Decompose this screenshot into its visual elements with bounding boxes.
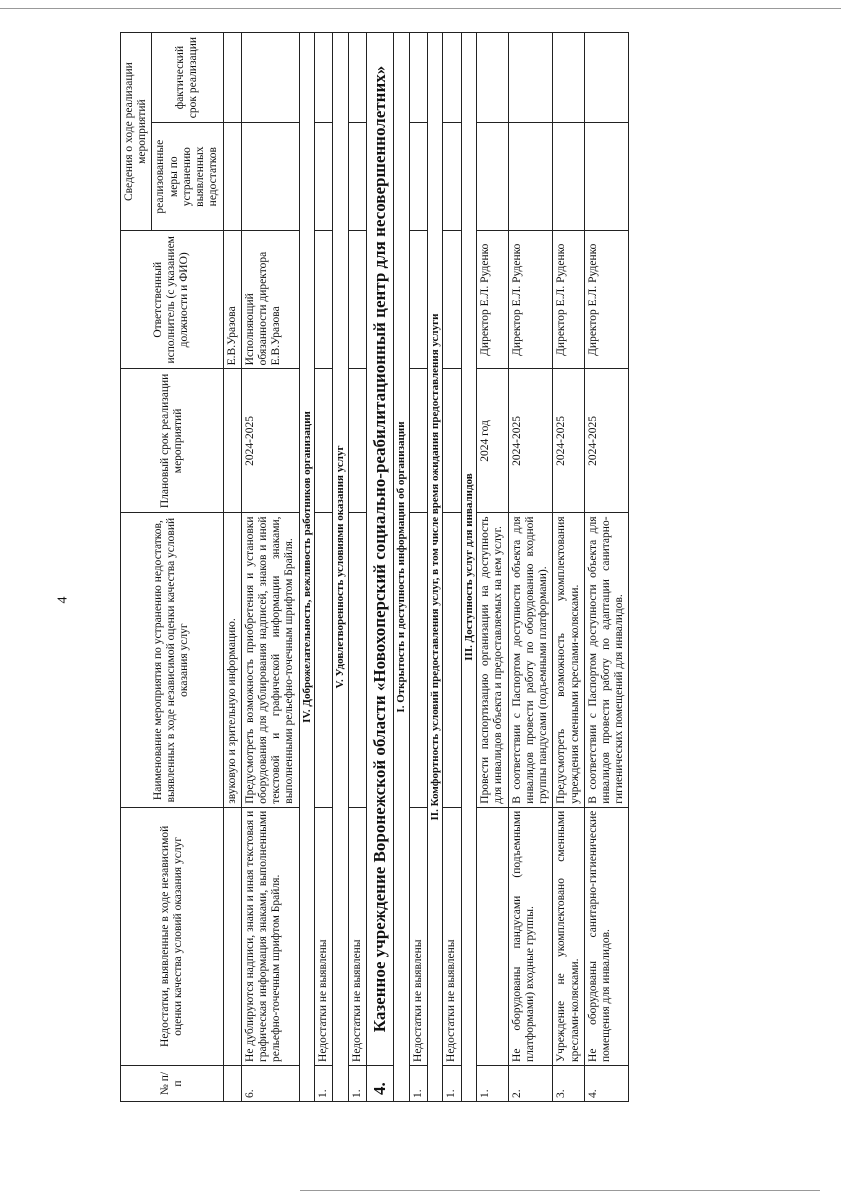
organization-title: Казенное учреждение Воронежской области «Новохоперский социально-реабилитационный центр для несовершеннолетних»: [367, 33, 394, 1066]
document-table-rotated: [120, 32, 810, 1102]
table-row: [241, 33, 299, 1102]
header-realized: реализованные меры по устранению выявленных недостатков: [152, 123, 223, 231]
table-row: [477, 33, 508, 1102]
deficiency-text: Не оборудованы пандусами (подъемными платформами) входные группы.: [508, 807, 553, 1065]
row-number: 1.: [315, 1065, 333, 1101]
planned-term: 2024-2025: [553, 369, 584, 513]
row-number: 1.: [349, 1065, 367, 1101]
section-title-iv: IV. Доброжелательность, вежливость работников организации: [299, 33, 315, 1102]
scan-artifact-bottom: [300, 1190, 820, 1191]
row-number: 6.: [241, 1065, 299, 1101]
section-title-i: I. Открытость и доступность информации об организации: [393, 33, 409, 1102]
header-term: Плановый срок реализации мероприятий: [121, 369, 224, 513]
row-number: 2.: [508, 1065, 553, 1101]
row-number: 1.: [443, 1065, 461, 1101]
responsible-person: Директор Е.Л. Руденко: [584, 231, 629, 369]
page-number: 4: [55, 596, 71, 604]
scan-artifact-top: [0, 8, 841, 9]
deficiency-text: Недостатки не выявлены: [349, 807, 367, 1065]
table-row: [508, 33, 553, 1102]
measure-text: В соответствии с Паспортом доступности объекта для инвалидов провести работу по оборудованию входной группы пандусами (подъемными платформами).: [508, 513, 553, 807]
table-row: [315, 33, 333, 1102]
measure-text: Провести паспортизацию организации на доступность для инвалидов объекта и предоставляемых на нем услуг.: [477, 513, 508, 807]
planned-term: 2024-2025: [584, 369, 629, 513]
table-row: [584, 33, 629, 1102]
deficiency-text: Не дублируются надписи, знаки и иная текстовая и графическая информация знаками, выполненными рельефно-точечным шрифтом Брайля.: [241, 807, 299, 1065]
section-heading: [299, 33, 315, 1102]
planned-term: 2024 год: [477, 369, 508, 513]
table-row: [223, 33, 241, 1102]
responsible-person: Директор Е.Л. Руденко: [477, 231, 508, 369]
planned-term: 2024-2025: [241, 369, 299, 513]
table-row: [443, 33, 461, 1102]
cont-responsible: Е.В.Уразова: [223, 231, 241, 369]
deficiency-text: Недостатки не выявлены: [409, 807, 427, 1065]
table-row: [553, 33, 584, 1102]
measure-text: Предусмотреть возможность приобретения и установки оборудования для дублирования надписей, знаков и иной текстовой и графической информации знаками, выполненными рельефно-точечным шрифтом Брайля.: [241, 513, 299, 807]
deficiency-text: Недостатки не выявлены: [443, 807, 461, 1065]
header-responsible: Ответственный исполнитель (с указанием должности и ФИО): [121, 231, 224, 369]
header-num: № п/п: [121, 1065, 224, 1101]
section-heading: [427, 33, 443, 1102]
row-number: 4.: [584, 1065, 629, 1101]
header-deficiencies: Недостатки, выявленные в ходе независимой оценки качества условий оказания услуг: [121, 807, 224, 1065]
row-number: 3.: [553, 1065, 584, 1101]
responsible-person: Исполняющий обязанности директора Е.В.Уразова: [241, 231, 299, 369]
planned-term: 2024-2025: [508, 369, 553, 513]
organization-row: [367, 33, 394, 1102]
section-heading: [393, 33, 409, 1102]
table-row: [409, 33, 427, 1102]
org-number: 4.: [367, 1065, 394, 1101]
table-row: [349, 33, 367, 1102]
header-actual: фактический срок реализации: [152, 33, 223, 123]
table-header-row: [121, 33, 152, 1102]
section-heading: [461, 33, 477, 1102]
measures-table: [120, 32, 629, 1102]
row-number: 1.: [477, 1065, 508, 1101]
deficiency-text: Недостатки не выявлены: [315, 807, 333, 1065]
header-measures: Наименование мероприятия по устранению недостатков, выявленных в ходе независимой оценки качества условий оказания услуг: [121, 513, 224, 807]
section-title-iii: III. Доступность услуг для инвалидов: [461, 33, 477, 1102]
row-number: 1.: [409, 1065, 427, 1101]
responsible-person: Директор Е.Л. Руденко: [553, 231, 584, 369]
section-title-v: V. Удовлетворенность условиями оказания услуг: [333, 33, 349, 1102]
responsible-person: Директор Е.Л. Руденко: [508, 231, 553, 369]
section-title-ii: II. Комфортность условий предоставления услуг, в том числе время ожидания предоставления услуги: [427, 33, 443, 1102]
measure-text: В соответствии с Паспортом доступности объекта для инвалидов провести работу по адаптации санитарно-гигиенических помещений для инвалидов.: [584, 513, 629, 807]
cont-measure: звуковую и зрительную информацию.: [223, 513, 241, 807]
section-heading: [333, 33, 349, 1102]
deficiency-text: Учреждение не укомплектовано сменными креслами-колясками.: [553, 807, 584, 1065]
measure-text: Предусмотреть возможность укомплектования учреждения сменными креслами-колясками.: [553, 513, 584, 807]
deficiency-text: Не оборудованы санитарно-гигиенические помещения для инвалидов.: [584, 807, 629, 1065]
header-progress: Сведения о ходе реализации мероприятий: [121, 33, 152, 231]
